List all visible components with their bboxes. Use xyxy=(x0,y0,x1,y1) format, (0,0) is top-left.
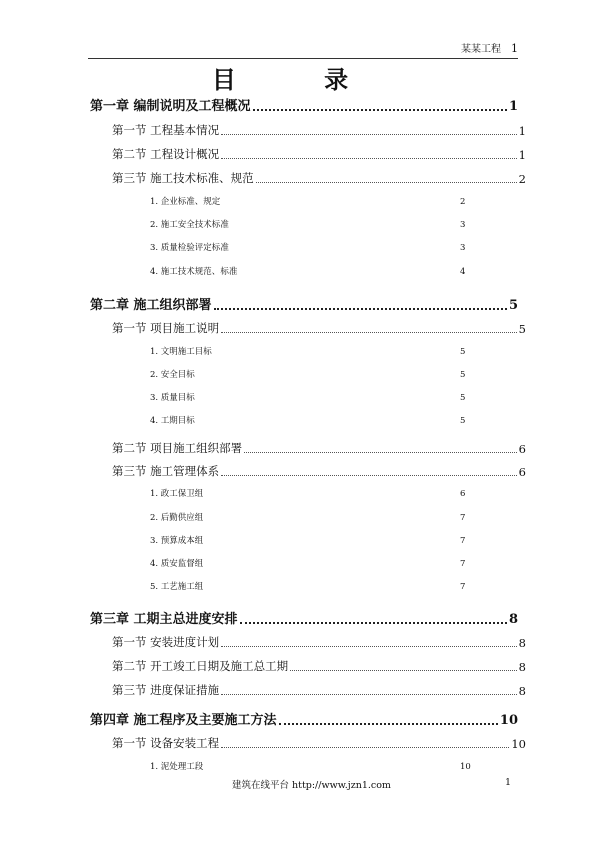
toc-entry-title: 第三章 工期主总进度安排 xyxy=(90,612,238,627)
toc-chapter-row[interactable] xyxy=(90,608,518,627)
toc-entry-title: 2. 后勤供应组 xyxy=(150,513,204,523)
toc-entry-title: 第一章 编制说明及工程概况 xyxy=(90,99,251,114)
toc-section-row[interactable] xyxy=(112,146,526,162)
toc-entry-page: 7 xyxy=(460,582,466,592)
toc-entry-page: 7 xyxy=(460,536,466,546)
toc-entry-page: 7 xyxy=(460,513,466,523)
toc-entry-title: 3. 质量目标 xyxy=(150,393,195,403)
toc-section-row[interactable] xyxy=(112,682,526,698)
footer-page-number: 1 xyxy=(505,777,512,788)
toc-item-row[interactable] xyxy=(150,414,480,426)
toc-entry-page: 10 xyxy=(499,713,518,728)
toc-entry-page: 7 xyxy=(460,559,466,569)
toc-item-row[interactable] xyxy=(150,241,480,253)
toc-entry-page: 6 xyxy=(518,465,526,479)
toc-entry-page: 10 xyxy=(511,737,526,751)
toc-entry-page: 10 xyxy=(460,762,471,772)
toc-dot-leader xyxy=(256,182,517,183)
toc-section-row[interactable] xyxy=(112,658,526,674)
toc-entry-title: 第一节 项目施工说明 xyxy=(112,321,220,335)
toc-dot-leader xyxy=(290,670,517,671)
toc-entry-title: 第三节 施工技术标准、规范 xyxy=(112,171,254,185)
toc-item-row[interactable] xyxy=(150,368,480,380)
toc-dot-leader xyxy=(244,452,517,453)
page-title: 目 录 xyxy=(211,66,389,94)
toc-chapter-row[interactable] xyxy=(90,294,518,313)
toc-section-row[interactable] xyxy=(112,634,526,650)
toc-dot-leader xyxy=(221,158,517,159)
toc-entry-title: 4. 质安监督组 xyxy=(150,559,204,569)
toc-chapter-row[interactable] xyxy=(90,709,518,728)
toc-entry-page: 1 xyxy=(508,99,518,114)
toc-entry-title: 4. 施工技术规范、标准 xyxy=(150,267,238,277)
toc-entry-title: 2. 施工安全技术标准 xyxy=(150,220,229,230)
toc-entry-page: 1 xyxy=(518,148,526,162)
toc-entry-title: 1. 泥处理工段 xyxy=(150,762,204,772)
toc-entry-page: 8 xyxy=(518,684,526,698)
toc-entry-title: 第三节 施工管理体系 xyxy=(112,464,220,478)
toc-entry-title: 1. 文明施工目标 xyxy=(150,347,212,357)
header-page-number: 1 xyxy=(511,42,518,55)
toc-entry-title: 1. 企业标准、规定 xyxy=(150,197,221,207)
toc-entry-page: 3 xyxy=(460,220,466,230)
toc-entry-page: 8 xyxy=(508,612,518,627)
toc-entry-page: 4 xyxy=(460,267,466,277)
toc-entry-page: 2 xyxy=(460,197,466,207)
toc-entry-page: 5 xyxy=(460,370,466,380)
toc-dot-leader xyxy=(221,646,517,647)
toc-section-row[interactable] xyxy=(112,122,526,138)
toc-entry-page: 5 xyxy=(460,393,466,403)
toc-entry-title: 第二节 工程设计概况 xyxy=(112,147,220,161)
toc-dot-leader xyxy=(240,622,507,624)
toc-dot-leader xyxy=(221,134,517,135)
toc-entry-title: 第一节 安装进度计划 xyxy=(112,635,220,649)
toc-dot-leader xyxy=(221,747,509,748)
toc-item-row[interactable] xyxy=(150,557,480,569)
toc-entry-title: 第四章 施工程序及主要施工方法 xyxy=(90,713,277,728)
toc-item-row[interactable] xyxy=(150,760,480,772)
toc-item-row[interactable] xyxy=(150,345,480,357)
toc-entry-title: 第二节 项目施工组织部署 xyxy=(112,441,243,455)
footer-site: 建筑在线平台 http://www.jzn1.com xyxy=(232,780,391,791)
toc-entry-title: 第一节 工程基本情况 xyxy=(112,123,220,137)
toc-section-row[interactable] xyxy=(112,170,526,186)
toc-dot-leader xyxy=(221,332,517,333)
toc-entry-page: 6 xyxy=(460,489,466,499)
toc-dot-leader xyxy=(279,723,498,725)
toc-chapter-row[interactable] xyxy=(90,95,518,114)
toc-dot-leader xyxy=(253,109,507,111)
toc-entry-page: 5 xyxy=(508,298,518,313)
toc-item-row[interactable] xyxy=(150,218,480,230)
toc-entry-title: 第二章 施工组织部署 xyxy=(90,298,212,313)
toc-entry-title: 第二节 开工竣工日期及施工总工期 xyxy=(112,659,289,673)
toc-entry-page: 5 xyxy=(518,322,526,336)
toc-section-row[interactable] xyxy=(112,320,526,336)
toc-item-row[interactable] xyxy=(150,534,480,546)
toc-section-row[interactable] xyxy=(112,463,526,479)
toc-item-row[interactable] xyxy=(150,580,480,592)
toc-entry-page: 6 xyxy=(518,442,526,456)
toc-entry-title: 5. 工艺施工组 xyxy=(150,582,204,592)
toc-entry-title: 2. 安全目标 xyxy=(150,370,195,380)
toc-entry-page: 8 xyxy=(518,660,526,674)
toc-item-row[interactable] xyxy=(150,511,480,523)
toc-entry-title: 3. 预算成本组 xyxy=(150,536,204,546)
toc-entry-page: 5 xyxy=(460,347,466,357)
toc-entry-page: 5 xyxy=(460,416,466,426)
toc-dot-leader xyxy=(221,475,517,476)
toc-entry-page: 2 xyxy=(518,172,526,186)
toc-item-row[interactable] xyxy=(150,265,480,277)
toc-item-row[interactable] xyxy=(150,195,480,207)
toc-entry-title: 第三节 进度保证措施 xyxy=(112,683,220,697)
toc-entry-title: 4. 工期目标 xyxy=(150,416,195,426)
toc-entry-page: 8 xyxy=(518,636,526,650)
toc-section-row[interactable] xyxy=(112,735,526,751)
toc-item-row[interactable] xyxy=(150,391,480,403)
toc-dot-leader xyxy=(214,308,507,310)
toc-section-row[interactable] xyxy=(112,440,526,456)
toc-entry-title: 1. 政工保卫组 xyxy=(150,489,204,499)
toc-item-row[interactable] xyxy=(150,487,480,499)
header-title: 某某工程 xyxy=(461,44,501,55)
toc-entry-title: 第一节 设备安装工程 xyxy=(112,736,220,750)
toc-entry-page: 3 xyxy=(460,243,466,253)
toc-entry-page: 1 xyxy=(518,124,526,138)
toc-entry-title: 3. 质量检验评定标准 xyxy=(150,243,229,253)
toc-dot-leader xyxy=(221,694,517,695)
